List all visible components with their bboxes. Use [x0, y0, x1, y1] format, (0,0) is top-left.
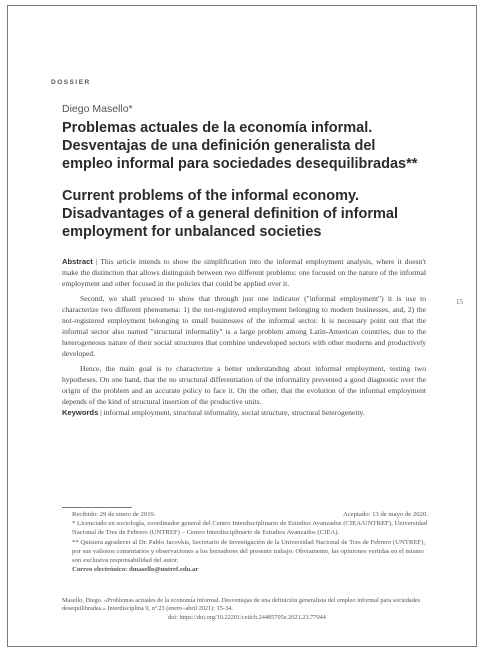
author-name: Diego Masello* — [62, 103, 133, 115]
footnote-divider — [62, 507, 132, 508]
abstract-label: Abstract — [62, 257, 93, 266]
title-english-line: employment for unbalanced societies — [62, 224, 322, 240]
page-number: 15 — [456, 298, 463, 306]
title-spanish-line: Desventajas de una definición generalista del — [62, 138, 376, 154]
accepted-date: Aceptado: 13 de mayo de 2020. — [342, 511, 428, 518]
title-english — [62, 187, 442, 241]
title-spanish — [62, 119, 442, 173]
abstract-section — [62, 256, 426, 418]
footnote-email: Correo electrónico: dmasello@untref.edu.ar — [72, 566, 199, 574]
abstract-paragraph: Second, we shall proceed to show that through just one indicator ("informal employment") it is use to characterize two different phenomena: 1) the not-registered employment belonging to modern businesses, and, 2) the not-registered employment belonging to small businesses of the informal sector. It is necessary point out that the informal sector also named "structural informality" is a large problem among Latin-American countries, due to the heterogeneous nature of their social structures that combine undeveloped sectors with other moderns and productively developed. — [62, 294, 426, 358]
dates-row — [72, 510, 428, 519]
abstract-paragraph: Abstract | This article intends to show the simplification into the informal employment analysis, where it doesn't make the distinction that allows distinguish between two different problems: one focused on the nature of the informal employment and other focused in the policies that could be applied over it. — [62, 257, 426, 288]
keywords-label: Keywords — [62, 408, 99, 417]
footnote-author: * Licenciado en sociología, coordinador general del Centro Interdisciplinario de Estudios Avanzados (CIEA/UNTREF), Universidad Nacional de Tres de Febrero (UNTREF) – Centro Interdisciplinario de Estudios Avanzados (CIEA). — [72, 520, 428, 537]
citation-block — [62, 597, 432, 622]
citation-doi: doi: https://doi.org/10.22201/ceiich.24485705e.2021.23.77944 — [168, 613, 326, 621]
document-page — [7, 5, 477, 647]
abstract-paragraph: Hence, the main goal is to characterize a better understanding about informal employment, testing two hypotheses. On one hand, that the no structural differentiation of the informality prevented a good diagnostic over the origin of the problem and an accurate policy to face it. On the other, that the evolution of the informal employment depends of the kind of structural insertion of the productive units. — [62, 364, 426, 406]
citation-text: Masello, Diego. «Problemas actuales de la economía informal. Desventajas de una definición generalista del empleo informal para sociedades desequilibradas.» Interdisciplina 9, nº 23 (enero–abril 2021): 15-34. — [62, 597, 421, 613]
title-spanish-line: Problemas actuales de la economía informal. — [62, 120, 373, 136]
footnotes — [72, 510, 428, 574]
keywords-text: informal employment, structural informality, social structure, structural heterogeneity. — [103, 408, 365, 417]
received-date: Recibido: 29 de enero de 2019. — [72, 511, 156, 518]
title-spanish-line: empleo informal para sociedades desequilibradas** — [62, 156, 418, 172]
abstract-text: This article intends to show the simplification into the informal employment analysis, where it doesn't make the distinction that allows distinguish between two different problems: one focused on the nature of the informal employment and other focused in the policies that could be applied over it. — [62, 257, 426, 288]
section-label: DOSSIER — [51, 79, 91, 86]
footnote-acknowledgement: ** Quisiera agradecer al Dr. Pablo Jacovkis, Secretario de Investigación de la Universidad Nacional de Tres de Febrero (UNTREF), por sus valiosos comentarios y observaciones a los borradores del presente trabajo. Obviamente, las opiniones vertidas en el mismo son exclusiva responsabilidad del autor. — [72, 538, 426, 565]
title-english-line: Current problems of the informal economy. — [62, 188, 360, 204]
keywords-paragraph: Keywords | informal employment, structural informality, social structure, structural heterogeneity. — [62, 408, 365, 417]
title-english-line: Disadvantages of a general definition of informal — [62, 206, 398, 222]
